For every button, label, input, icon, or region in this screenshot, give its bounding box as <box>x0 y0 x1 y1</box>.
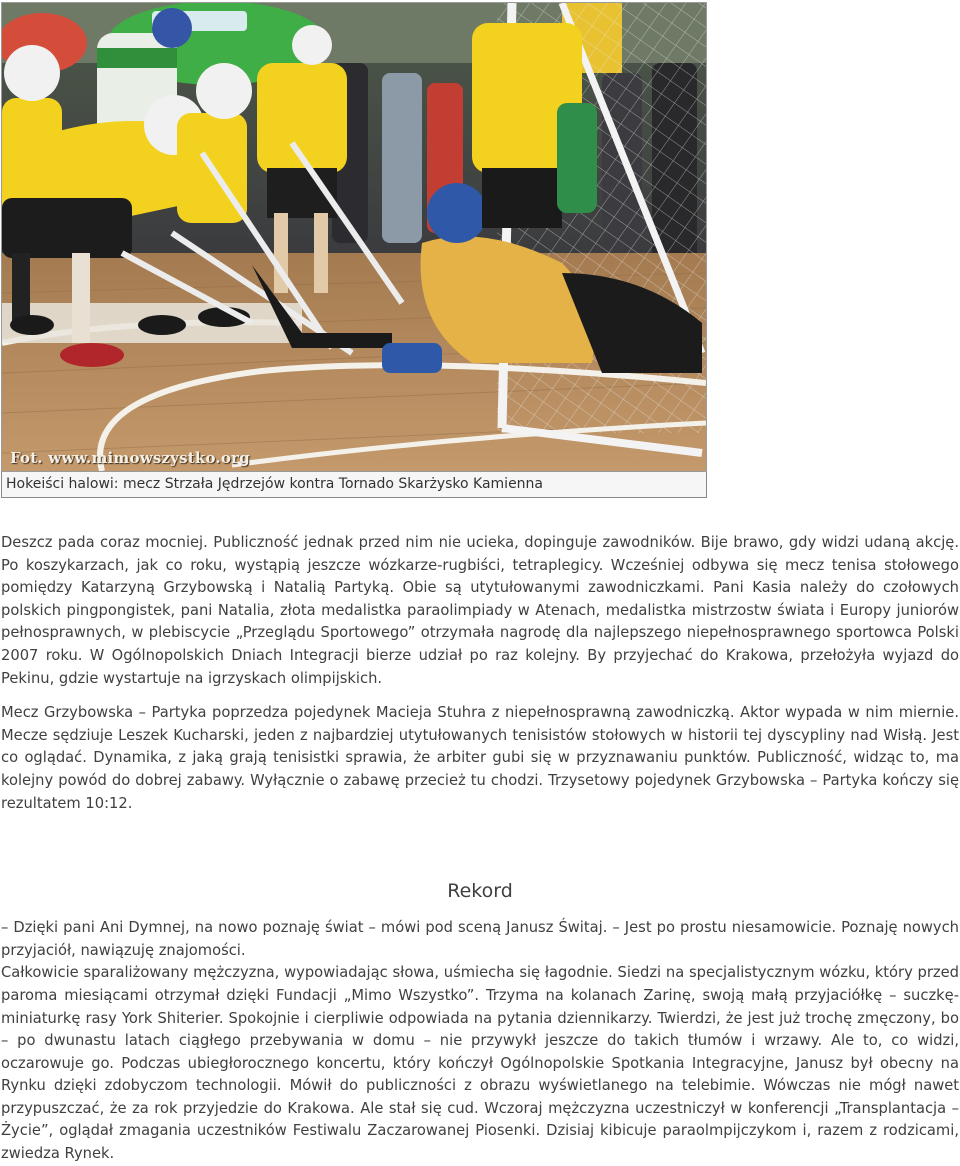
section-paragraph-1: – Dzięki pani Ani Dymnej, na nowo poznaję świat – mówi pod sceną Janusz Świtaj. – Jest po prostu niesamowicie. Poznaję nowych przyjaciół, nawiązuję znajomości. <box>1 919 959 959</box>
section-paragraph-2: Całkowicie sparaliżowany mężczyzna, wypowiadając słowa, uśmiecha się łagodnie. Siedzi na specjalistycznym wózku, który przed paroma miesiącami otrzymał dzięki Fundacji „Mimo Wszystko”. Trzyma na kolanach Zarinę, swoją małą przyjaciółkę – suczkę-miniaturkę rasy York Shiterier. Spokojnie i cierpliwie odpowiada na pytania dziennikarzy. Twierdzi, że jest już trochę zmęczony, bo – po dwunastu latach ciągłego przebywania w domu – nie przywykł jeszcze do takich tłumów i wrzawy. Ale to, co widzi, oczarowuje go. Podczas ubiegłorocznego koncertu, który kończył Ogólnopolskie Spotkania Integracyjne, Janusz był obecny na Rynku dzięki zdobyczom technologii. Mówił do publiczności z obrazu wyświetlanego na telebimie. Wówczas nie mógł nawet przypuszczać, że za rok przyjedzie do Krakowa. Ale stał się cud. Wczoraj mężczyzna uczestniczył w konferencji „Transplantacja – Życie”, oglądał zmagania uczestników Festiwalu Zaczarowanej Piosenki. Dzisiaj kibicuje paraolmpijczykom i, razem z rodzicami, zwiedza Rynek. <box>1 964 959 1163</box>
article-figure <box>1 2 708 498</box>
photo-watermark: Fot. www.mimowszystko.org <box>10 449 250 467</box>
article-body <box>1 532 959 1166</box>
paragraph-2: Mecz Grzybowska – Partyka poprzedza pojedynek Macieja Stuhra z niepełnosprawną zawodniczką. Aktor wypada w nim miernie. Mecze sędziuje Leszek Kucharski, jeden z najbardziej utytułowanych tenisistów stołowych w historii tej dyscypliny nad Wisłą. Jest co oglądać. Dynamika, z jaką grają tenisistki sprawia, że arbiter gubi się w przyznawaniu punktów. Publiczność, widząc to, ma kolejny powód do dobrej zabawy. Wyłącznie o zabawę przecież tu chodzi. Trzysetowy pojedynek Grzybowska – Partyka kończy się rezultatem 10:12. <box>1 704 959 812</box>
photo-caption: Hokeiści halowi: mecz Strzała Jędrzejów kontra Tornado Skarżysko Kamienna <box>1 472 707 498</box>
hockey-photo <box>1 2 707 472</box>
paragraph-1: Deszcz pada coraz mocniej. Publiczność jednak przed nim nie ucieka, dopinguje zawodników. Bije brawo, gdy widzi udaną akcję. Po koszykarzach, jak co roku, wystąpią jeszcze wózkarze-rugbiści, tetraplegicy. Wcześniej odbywa się mecz tenisa stołowego pomiędzy Katarzyną Grzybowską i Natalią Partyką. Obie są utytułowanymi zawodniczkami. Pani Kasia należy do czołowych polskich pingpongistek, pani Natalia, złota medalistka paraolimpiady w Atenach, medalistka mistrzostw świata i Europy juniorów pełnosprawnych, w plebiscycie „Przeglądu Sportowego” otrzymała nagrodę dla najlepszego niepełnosprawnego sportowca Polski 2007 roku. W Ogólnopolskich Dniach Integracji bierze udział po raz kolejny. By przyjechać do Krakowa, przełożyła wyjazd do Pekinu, gdzie wystartuje na igrzyskach olimpijskich. <box>1 534 959 687</box>
section-heading: Rekord <box>447 880 513 903</box>
hockey-scene-image <box>2 3 706 471</box>
